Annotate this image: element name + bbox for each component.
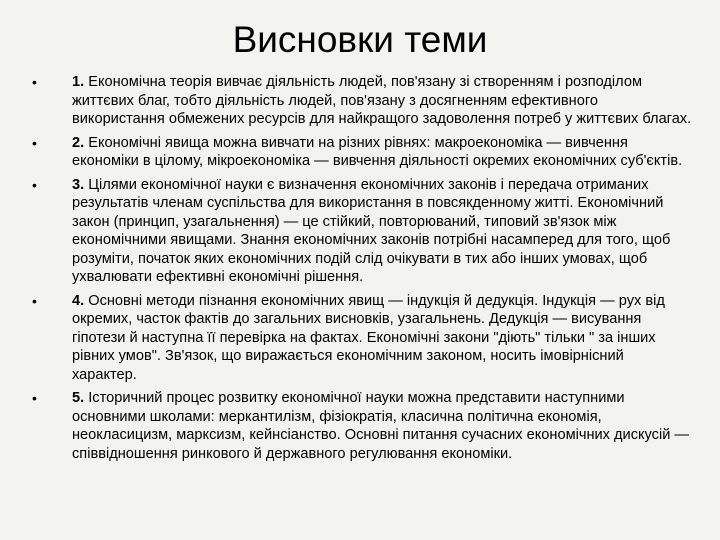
item-text: Економічна теорія вивчає діяльність людей, пов'язану зі створенням і розподілом життєвих благ, тобто діяльність людей, пов'язану з досягненням ефективного використання обмежених ресурсів для найкращого задоволення потреб у життєвих благах. xyxy=(72,74,692,127)
list-item xyxy=(32,292,692,385)
item-number: 3. xyxy=(72,176,85,193)
item-text: Економічні явища можна вивчати на різних рівнях: макроекономіка — вивчення економіки в цілому, мікроекономіка — вивчення діяльності окремих економічних суб'єктів. xyxy=(72,134,683,169)
item-number: 2. xyxy=(72,134,85,151)
bullet-icon: • xyxy=(32,176,37,193)
list-item xyxy=(32,73,692,129)
item-number: 1. xyxy=(72,74,85,90)
item-text: Цілями економічної науки є визначення економічних законів і передача отриманих результатів членам суспільства для використання в повсякденному житті. Економічний закон (принцип, узагальнення) — це стійкий, повторюваний, типовий зв'язок між економічними явищами. Знання економічних законів потрібні насамперед для того, щоб розуміти, початок яких економічних подій слід очікувати в тих або інших умовах, щоб ухвалювати ефективні економічні рішення. xyxy=(72,176,671,285)
item-number: 4. xyxy=(72,292,85,309)
item-text: Основні методи пізнання економічних явищ — індукція й дедукція. Індукція — рух від окремих, часток фактів до загальних висновків, узагальнень. Дедукція — висування гіпотези й наступна її перевірка на фактах. Економічні закони "діють" тільки " за інших рівних умов". Зв'язок, що виражається економічним законом, носить імовірнісний характер. xyxy=(72,292,665,383)
bullet-icon: • xyxy=(32,134,37,151)
list-item xyxy=(32,176,692,287)
bullet-list xyxy=(32,73,692,468)
list-item xyxy=(32,389,692,463)
list-item xyxy=(32,134,692,171)
slide-title: Висновки теми xyxy=(232,19,488,60)
bullet-icon: • xyxy=(32,292,37,309)
item-text: Історичний процес розвитку економічної науки можна представити наступними основними школами: меркантилізм, фізіократія, класична політична економія, неокласицизм, марксизм, кейнсіанство. Основні питання сучасних економічних дискусій — співвідношення ринкового й державного регулювання економіки. xyxy=(72,390,690,462)
bullet-icon: • xyxy=(32,390,37,406)
item-number: 5. xyxy=(72,390,85,406)
bullet-icon: • xyxy=(32,74,37,90)
